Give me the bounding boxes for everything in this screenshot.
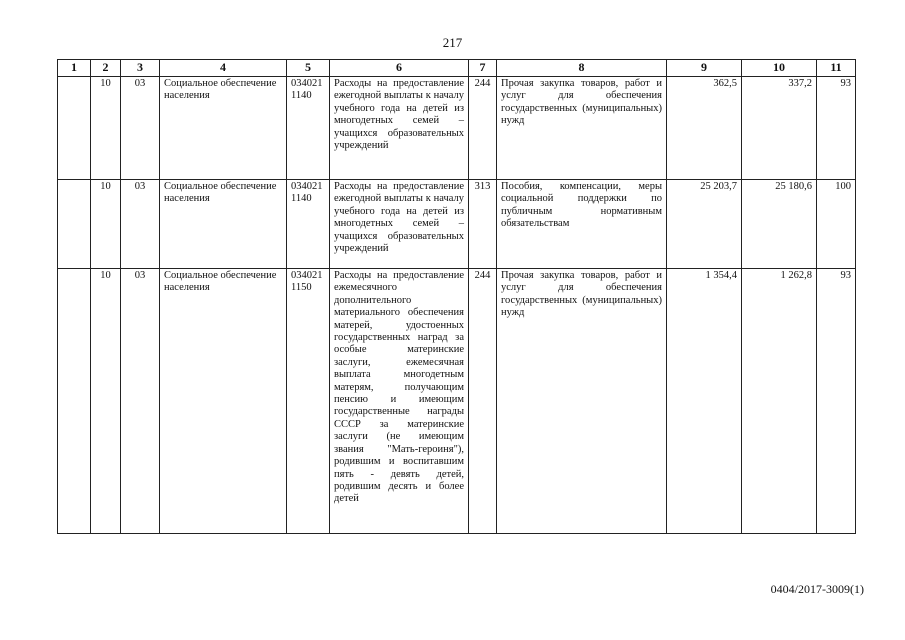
cell-target-name: Расходы на предоставление ежемесячного дополнительного материального обеспечения матерей, удостоенных государственных наград за особые материнские заслуги, ежемесячная выплата многодетным матерям, получающим пенсию и имеющим государственные награды СССР за материнские заслуги (не имеющим звания "Мать-героиня"), родившим и воспитавшим пять - девять детей, родившим десять и более детей	[330, 269, 469, 534]
cell-subsection: 03	[121, 269, 160, 534]
cell-section-name: Социальное обеспечение населения	[160, 269, 287, 534]
cell-section: 10	[91, 269, 121, 534]
col-header-11: 11	[817, 60, 856, 77]
col-header-4: 4	[160, 60, 287, 77]
cell-target-name: Расходы на предоставление ежегодной выплаты к началу учебного года на детей из многодетных семей – учащихся образовательных учреждений	[330, 77, 469, 180]
cell-planned-amount: 362,5	[667, 77, 742, 180]
cell-actual-amount: 1 262,8	[742, 269, 817, 534]
cell-target-code: 034021 1150	[287, 269, 330, 534]
cell-expense-type-code: 244	[469, 77, 497, 180]
cell-percent: 93	[817, 77, 856, 180]
cell-planned-amount: 1 354,4	[667, 269, 742, 534]
col-header-8: 8	[497, 60, 667, 77]
cell-number	[58, 77, 91, 180]
page-number: 217	[442, 35, 463, 50]
cell-target-code: 034021 1140	[287, 180, 330, 269]
cell-percent: 93	[817, 269, 856, 534]
col-header-10: 10	[742, 60, 817, 77]
cell-expense-type-code: 244	[469, 269, 497, 534]
cell-actual-amount: 337,2	[742, 77, 817, 180]
col-header-6: 6	[330, 60, 469, 77]
cell-subsection: 03	[121, 180, 160, 269]
table-row	[58, 180, 856, 269]
col-header-2: 2	[91, 60, 121, 77]
cell-number	[58, 269, 91, 534]
cell-section: 10	[91, 77, 121, 180]
col-header-3: 3	[121, 60, 160, 77]
cell-section: 10	[91, 180, 121, 269]
cell-actual-amount: 25 180,6	[742, 180, 817, 269]
cell-section-name: Социальное обеспечение населения	[160, 77, 287, 180]
document-id: 0404/2017-3009(1)	[770, 582, 864, 596]
cell-target-code: 034021 1140	[287, 77, 330, 180]
cell-section-name: Социальное обеспечение населения	[160, 180, 287, 269]
col-header-7: 7	[469, 60, 497, 77]
cell-number	[58, 180, 91, 269]
col-header-1: 1	[58, 60, 91, 77]
cell-subsection: 03	[121, 77, 160, 180]
cell-planned-amount: 25 203,7	[667, 180, 742, 269]
cell-expense-type-name: Пособия, компенсации, меры социальной поддержки по публичным нормативным обязательствам	[497, 180, 667, 269]
table-row	[58, 77, 856, 180]
col-header-5: 5	[287, 60, 330, 77]
cell-expense-type-name: Прочая закупка товаров, работ и услуг для обеспечения государственных (муниципальных) нужд	[497, 269, 667, 534]
table-row	[58, 269, 856, 534]
budget-table	[57, 59, 856, 534]
cell-percent: 100	[817, 180, 856, 269]
cell-expense-type-code: 313	[469, 180, 497, 269]
table-header-row	[58, 60, 856, 77]
cell-target-name: Расходы на предоставление ежегодной выплаты к началу учебного года на детей из многодетных семей – учащихся образовательных учреждений	[330, 180, 469, 269]
cell-expense-type-name: Прочая закупка товаров, работ и услуг для обеспечения государственных (муниципальных) нужд	[497, 77, 667, 180]
col-header-9: 9	[667, 60, 742, 77]
